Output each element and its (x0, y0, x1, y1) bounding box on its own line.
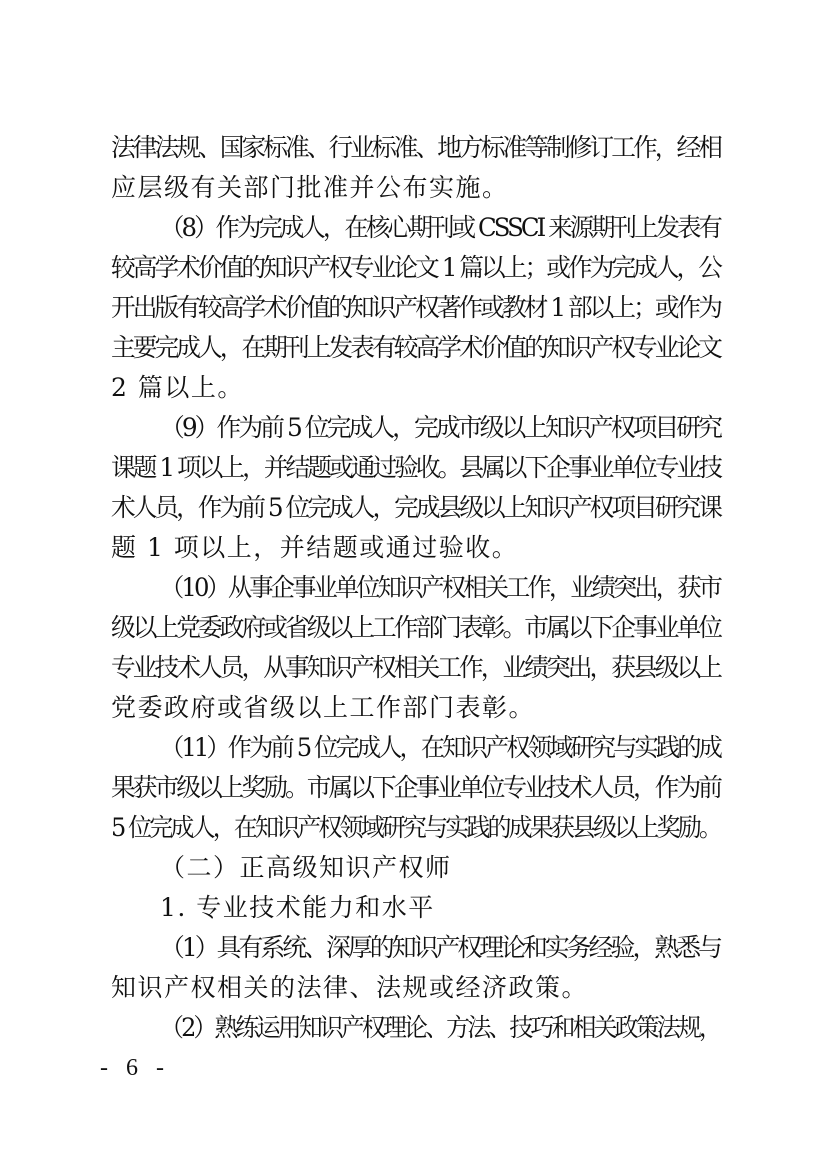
text-line-content: （9）作为前 5 位完成人，完成市级以上知识产权项目研究 (160, 413, 720, 442)
text-line (0, 288, 827, 328)
text-line (0, 248, 827, 288)
text-line (0, 488, 827, 528)
text-line-content: 级以上党委政府或省级以上工作部门表彰。市属以下企事业单位 (111, 613, 720, 642)
text-line (0, 568, 827, 608)
text-line-content: 5 位完成人，在知识产权领域研究与实践的成果获县级以上奖励。 (111, 813, 720, 842)
text-line (0, 1008, 827, 1048)
text-line (0, 448, 827, 488)
text-line (0, 168, 827, 208)
text-line-content: 题 1 项以上，并结题或通过验收。 (111, 533, 519, 562)
text-line (0, 368, 827, 408)
text-line-content: （2）熟练运用知识产权理论、方法、技巧和相关政策法规， (160, 1013, 720, 1042)
text-line-content: （二）正高级知识产权师 (160, 853, 452, 882)
text-line (0, 848, 827, 888)
text-line-content: 主要完成人，在期刊上发表有较高学术价值的知识产权专业论文 (111, 333, 720, 362)
text-line (0, 408, 827, 448)
page-number: - 6 - (100, 1055, 170, 1081)
text-line (0, 968, 827, 1008)
text-line-content: 1. 专业技术能力和水平 (160, 893, 435, 922)
text-line-content: 知识产权相关的法律、法规或经济政策。 (111, 973, 589, 1002)
text-line (0, 648, 827, 688)
text-line (0, 608, 827, 648)
text-line-content: 术人员，作为前 5 位完成人，完成县级以上知识产权项目研究课 (111, 493, 720, 522)
text-line-content: 开出版有较高学术价值的知识产权著作或教材 1 部以上；或作为 (111, 293, 720, 322)
text-line-content: 较高学术价值的知识产权专业论文 1 篇以上；或作为完成人，公 (111, 253, 720, 282)
text-line (0, 728, 827, 768)
text-line (0, 688, 827, 728)
text-line-content: （11）作为前 5 位完成人，在知识产权领域研究与实践的成 (160, 733, 720, 762)
text-line (0, 328, 827, 368)
text-line (0, 128, 827, 168)
text-line (0, 768, 827, 808)
text-line (0, 808, 827, 848)
text-line-content: （10）从事企事业单位知识产权相关工作，业绩突出，获市 (160, 573, 720, 602)
text-line-content: 专业技术人员，从事知识产权相关工作，业绩突出，获县级以上 (111, 653, 720, 682)
text-line-content: 课题 1 项以上，并结题或通过验收。县属以下企事业单位专业技 (111, 453, 720, 482)
text-line (0, 928, 827, 968)
text-line-content: 果获市级以上奖励。市属以下企事业单位专业技术人员，作为前 (111, 773, 720, 802)
text-line-content: 应层级有关部门批准并公布实施。 (111, 173, 509, 202)
text-line-content: （1）具有系统、深厚的知识产权理论和实务经验，熟悉与 (160, 933, 720, 962)
text-line (0, 888, 827, 928)
text-line-content: 党委政府或省级以上工作部门表彰。 (111, 693, 536, 722)
text-line-content: （8）作为完成人，在核心期刊或 CSSCI 来源期刊上发表有 (160, 213, 720, 242)
text-line (0, 208, 827, 248)
text-line-content: 2 篇以上。 (111, 373, 244, 402)
text-line (0, 528, 827, 568)
text-line-content: 法律法规、国家标准、行业标准、地方标准等制修订工作，经相 (111, 133, 720, 162)
